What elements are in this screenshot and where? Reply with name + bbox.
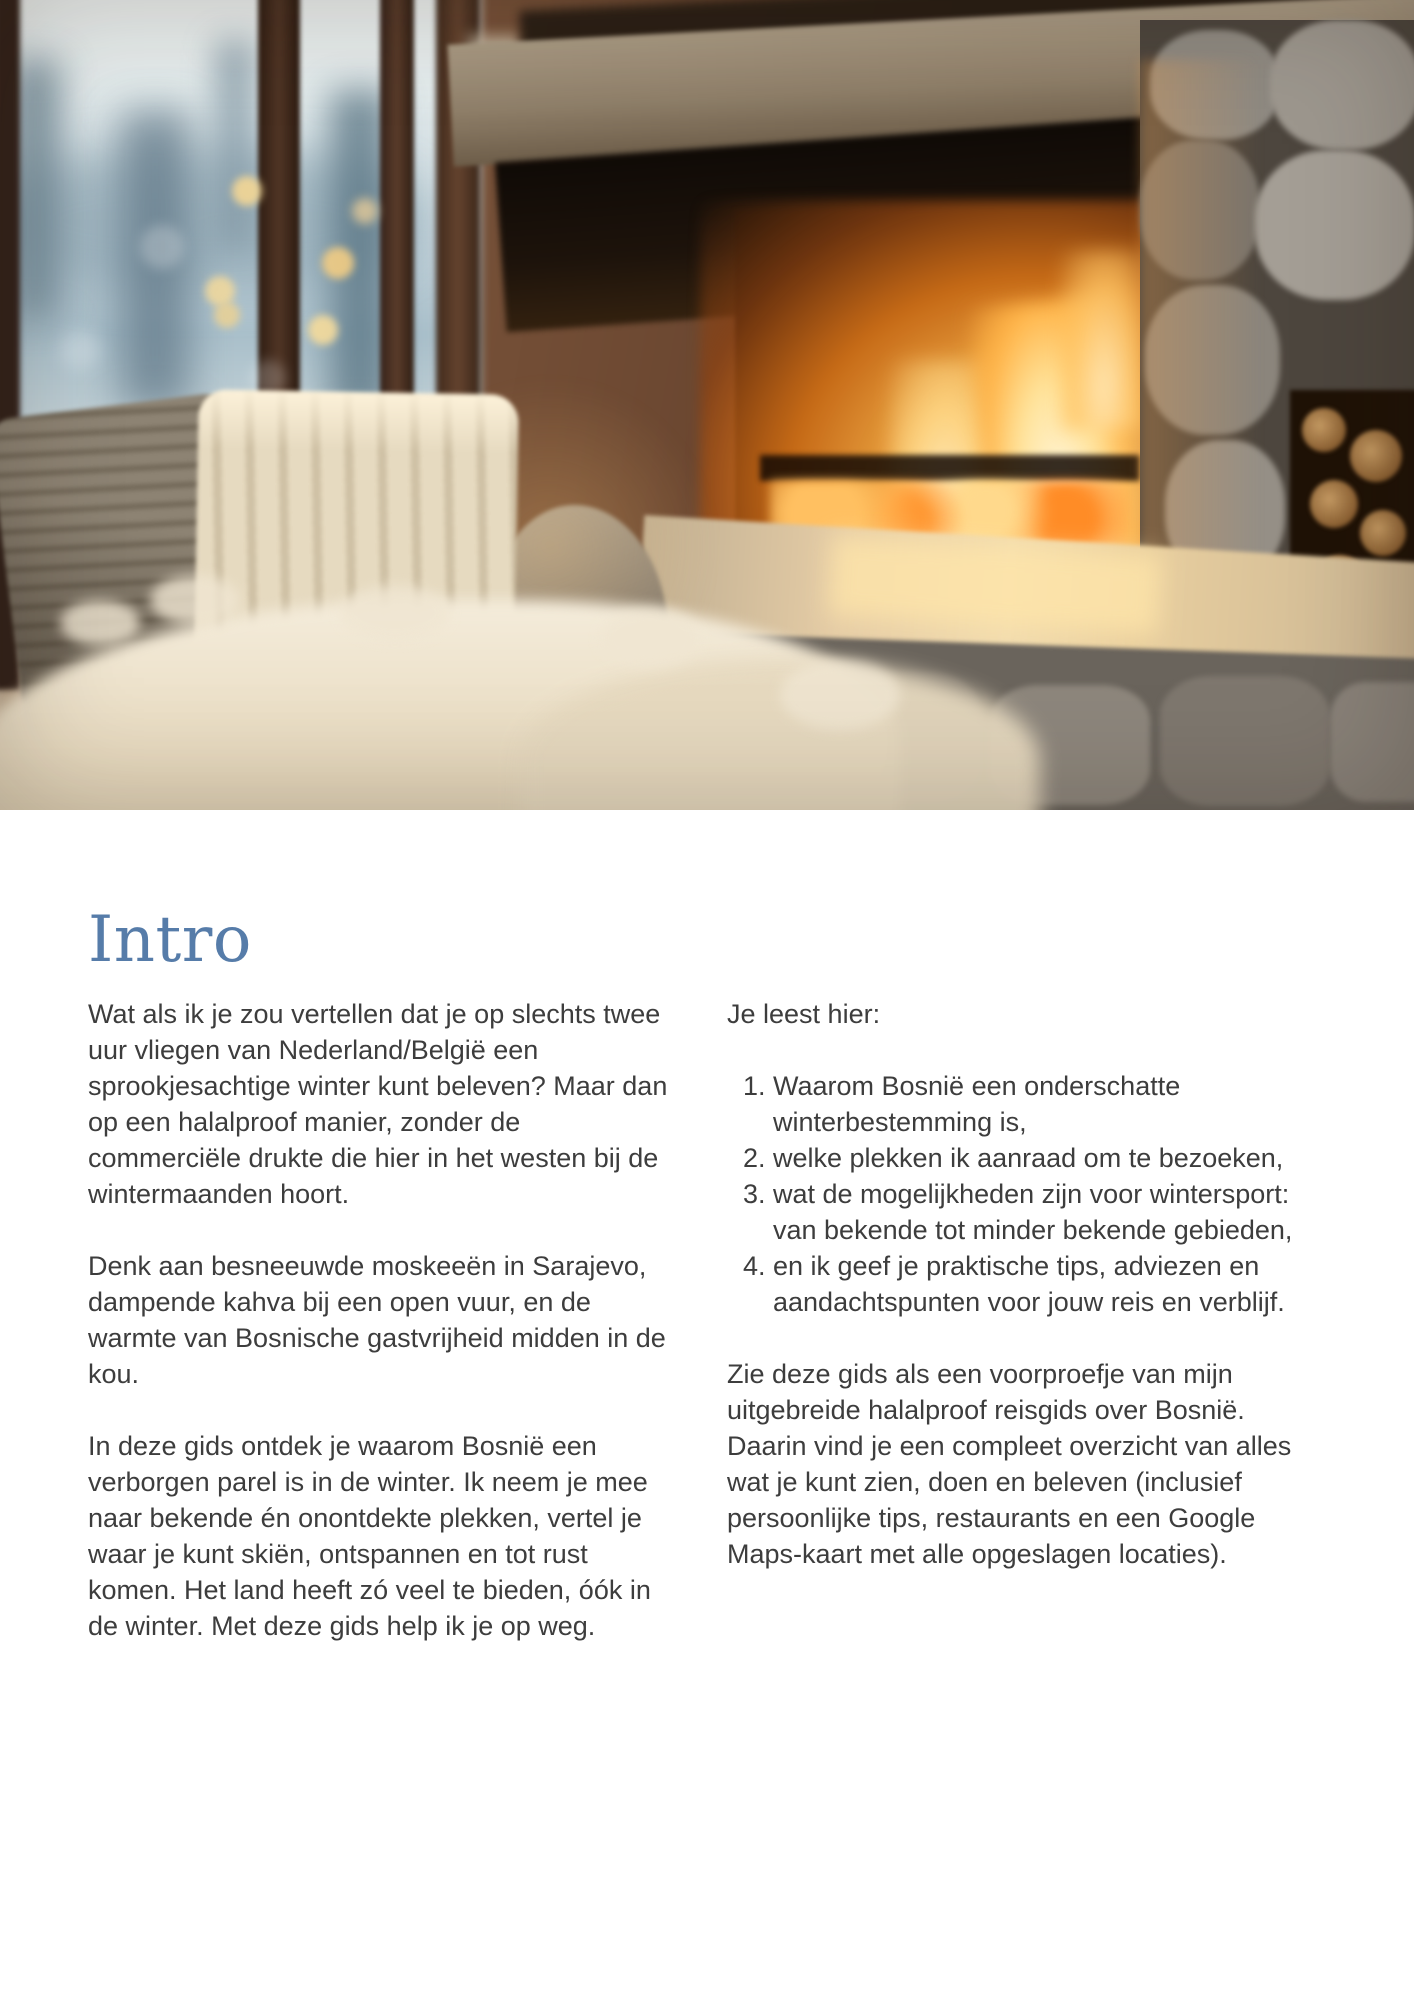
page-title: Intro: [88, 902, 252, 977]
list-item: 3. wat de mogelijkheden zijn voor wintersport: van bekende tot minder bekende gebieden,: [773, 1176, 1317, 1248]
list-lead: Je leest hier:: [727, 999, 881, 1029]
right-column: [727, 996, 1317, 1572]
left-column: [88, 996, 678, 1644]
contents-list: [727, 1068, 1317, 1320]
paragraph: In deze gids ontdek je waarom Bosnië een verborgen parel is in de winter. Ik neem je mee naar bekende én onontdekte plekken, vertel je waar je kunt skiën, ontspannen en tot rust komen. Het land heeft zó veel te bieden, óók in de winter. Met deze gids help ik je op weg.: [88, 1431, 651, 1641]
paragraph: Denk aan besneeuwde moskeeën in Sarajevo, dampende kahva bij een open vuur, en de warmte van Bosnische gastvrijheid midden in de kou.: [88, 1251, 666, 1389]
paragraph: Zie deze gids als een voorproefje van mijn uitgebreide halalproof reisgids over Bosnië. Daarin vind je een compleet overzicht van alles wat je kunt zien, doen en beleven (inclusief persoonlijke tips, restaurants en een Google Maps-kaart met alle opgeslagen locaties).: [727, 1359, 1292, 1569]
vignette: [0, 0, 1414, 810]
list-item: 1. Waarom Bosnië een onderschatte winterbestemming is,: [773, 1068, 1317, 1140]
hero-photo: [0, 0, 1414, 810]
paragraph: Wat als ik je zou vertellen dat je op slechts twee uur vliegen van Nederland/België een sprookjesachtige winter kunt beleven? Maar dan op een halalproof manier, zonder de commerciële drukte die hier in het westen bij de wintermaanden hoort.: [88, 999, 668, 1209]
list-item: 2. welke plekken ik aanraad om te bezoeken,: [773, 1140, 1317, 1176]
list-item: 4. en ik geef je praktische tips, adviezen en aandachtspunten voor jouw reis en verblijf.: [773, 1248, 1317, 1320]
